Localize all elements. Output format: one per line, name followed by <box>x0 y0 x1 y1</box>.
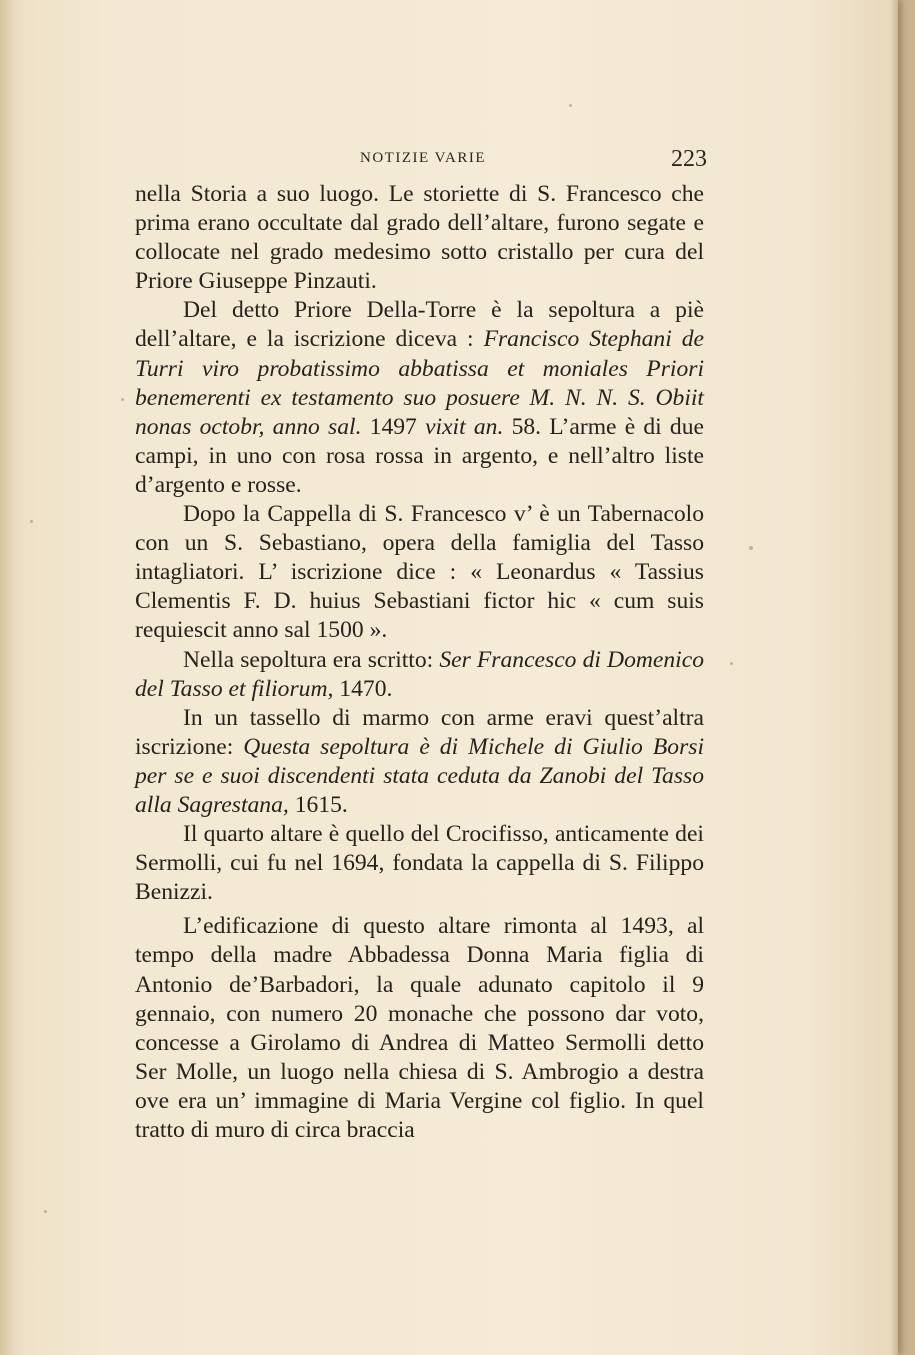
paragraph-edificazione <box>135 912 704 1145</box>
text-segment: 58. L’arme è di due campi, in uno con rosa rossa in argento, e nell’altro liste d’argento e rosse. <box>135 413 705 498</box>
paper-speck <box>30 520 33 523</box>
paragraph-tassello <box>135 704 704 820</box>
paragraph-continuation <box>135 180 704 296</box>
paper-speck <box>121 398 124 401</box>
italic-inscription: Questa sepoltura è di Michele di Giulio Borsi per se e suoi discendenti stata ceduta da Zanobi del Tasso alla Sagrestana, <box>135 733 704 818</box>
text-segment: Nella sepoltura era scritto: <box>183 646 440 673</box>
paper-speck <box>730 662 733 665</box>
page-gutter-shadow <box>0 0 14 1355</box>
running-title: NOTIZIE VARIE <box>360 150 487 166</box>
text-segment: Il quarto altare è quello del Crocifisso, anticamente dei Sermolli, cui fu nel 1694, fondata la cappella di S. Filippo Benizzi. <box>135 821 704 906</box>
text-segment: Del detto Priore Della-Torre è la sepoltura a piè dell’altare, e la iscrizione diceva : <box>135 297 704 353</box>
paragraph-sepoltura <box>135 646 704 704</box>
page-number: 223 <box>671 146 707 172</box>
text-segment: 1497 <box>361 413 426 440</box>
text-segment: Dopo la Cappella di S. Francesco v’ è un Tabernacolo con un S. Sebastiano, opera della famiglia del Tasso intagliatori. L’ iscrizione dice : « Leonardus « Tassius Clementis F. D. huius Sebastiani fictor hic « cum suis requiescit anno sal 1500 ». <box>135 501 704 644</box>
page-header <box>135 146 707 172</box>
italic-inscription: Ser Francesco di Domenico del Tasso et filiorum, <box>135 646 704 702</box>
latin-inscription: vixit an. <box>425 413 504 440</box>
text-segment: L’edificazione di questo altare rimonta al 1493, al tempo della madre Abbadessa Donna Maria figlia di Antonio de’Barbadori, la quale adunato capitolo il 9 gennaio, con numero 20 monache che possono dar voto, concesse a Girolamo di Andrea di Matteo Sermolli detto Ser Molle, un luogo nella chiesa di S. Ambrogio a destra ove era un’ immagine di Maria Vergine col figlio. In quel tratto di muro di circa braccia <box>135 913 704 1143</box>
paper-speck <box>44 1210 47 1213</box>
text-segment: nella Storia a suo luogo. Le storiette di S. Francesco che prima erano occultate dal grado dell’altare, furono segate e collocate nel grado medesimo sotto cristallo per cura del Priore Giuseppe Pinzauti. <box>135 181 704 295</box>
text-segment: 1615. <box>288 791 348 818</box>
text-segment: In un tassello di marmo con arme eravi quest’altra iscrizione: <box>135 704 704 760</box>
paper-speck <box>569 104 572 107</box>
latin-inscription: Francisco Stephani de Turri viro probatissimo abbatissa et moniales Priori benemerenti ex testamento suo posuere M. N. N. S. Obiit nonas octobr, anno sal. <box>135 326 704 440</box>
paragraph-della-torre <box>135 296 704 500</box>
text-segment: 1470. <box>333 675 393 702</box>
paragraph-quarto-altare <box>135 820 704 907</box>
paper-speck <box>749 546 753 550</box>
body-text <box>135 180 704 1145</box>
paragraph-tabernacolo <box>135 500 704 645</box>
